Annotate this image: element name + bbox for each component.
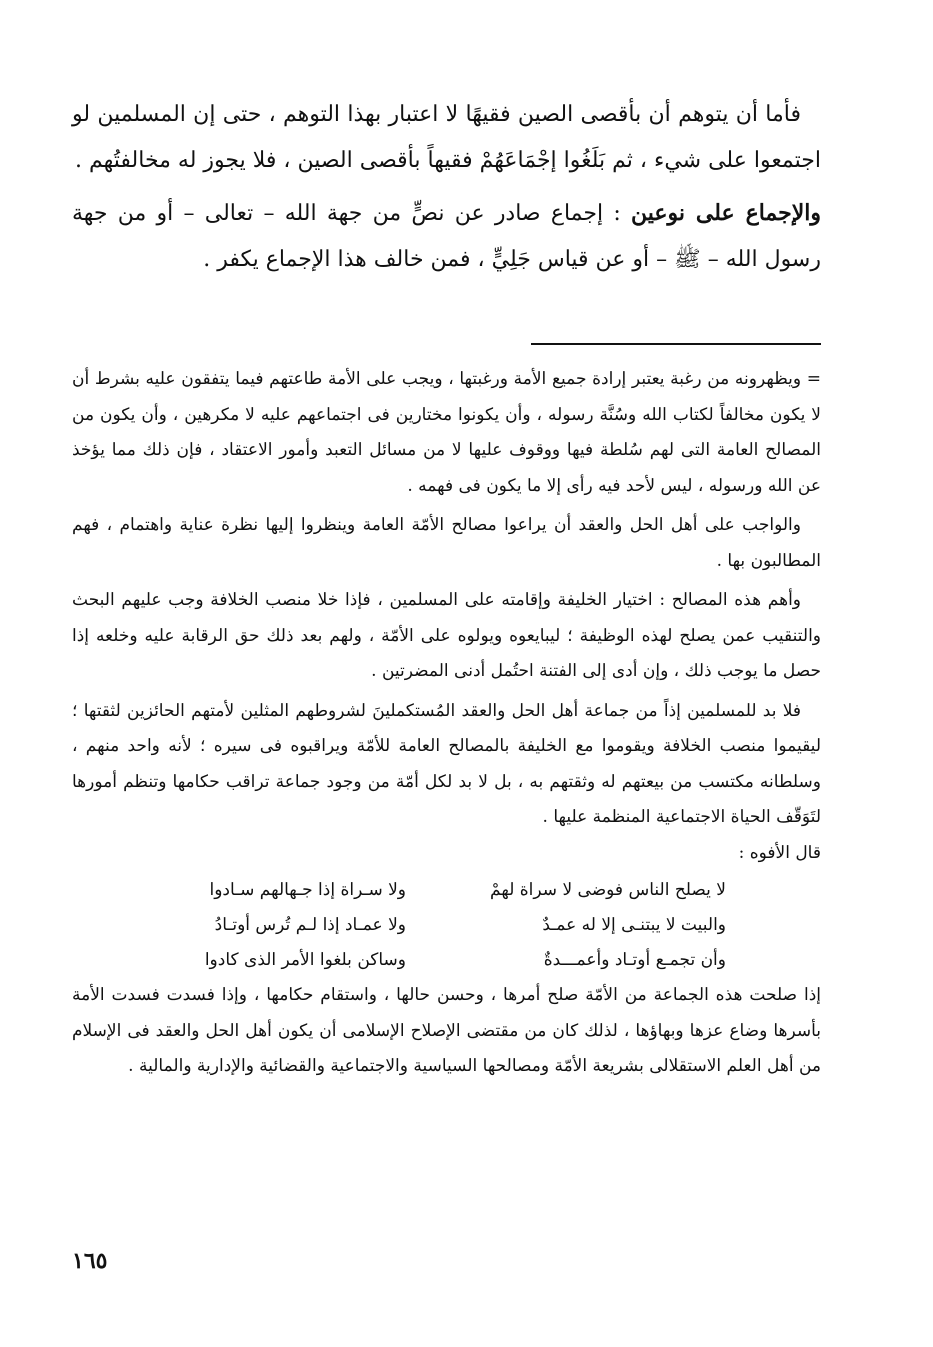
verse-second-hemistich: ولا عمـاد إذا لـم تُرس أوتـادُ [214,915,406,935]
poem-verse [72,908,821,943]
main-paragraph-2-heading: والإجماع على نوعين [631,200,822,226]
footnote-text [72,362,821,1085]
poet-attribution: قال الأفوه : [738,842,821,863]
footnote-paragraph-5: إذا صلحت هذه الجماعة من الأمّة صلح أمرها ، وحسن حالها ، واستقام حكامها ، وإذا فسدت فسدت الأمة بأسرها وضاع عزها وبهاؤها ، لذلك كان من مقتضى الإصلاح الإسلامى أن يكون أهل الحل والعقد فى الإسلام من أهل العلم الاستقلالى بشريعة الأمّة ومصالحها السياسية والاجتماعية والقضائية والإدارية والمالية . [72,985,821,1076]
footnote-paragraph-3: وأهم هذه المصالح : اختيار الخليفة وإقامته على المسلمين ، فإذا خلا منصب الخلافة وجب عليهم البحث والتنقيب عمن يصلح لهذه الوظيفة ؛ ليبايعوه ويولوه على الأمّة ، ولهم بعد ذلك حق الرقابة عليه وخلعه إذا حصل ما يوجب ذلك ، وإن أدى إلى الفتنة احتُمل أدنى المضرتين . [72,590,821,681]
main-paragraph-1: فأما أن يتوهم أن بأقصى الصين فقيهًا لا اعتبار بهذا التوهم ، حتى إن المسلمين لو اجتمعوا على شيء ، ثم بَلَغُوا إجْمَاعَهُمْ فقيهاً بأقصى الصين ، فلا يجوز له مخالفتُهم . [72,102,821,173]
footnote-paragraph-1: = ويظهرونه من رغبة يعتبر إرادة جميع الأمة ورغبتها ، ويجب على الأمة طاعتهم فيما يتفقون عليه بشرط أن لا يكون مخالفاً لكتاب الله وسُنَّة رسوله ، وأن يكونوا مختارين فى اجتماعهم عليه لا مكرهين ، وأن يكون من المصالح العامة التى لهم سُلطة فيها ووقوف عليها لا من مسائل التعبد وأمور الاعتقاد ، فإن ذلك مما يؤخذ عن الله ورسوله ، ليس لأحد فيه رأى إلا ما يكون فى فهمه . [72,369,821,496]
page-number: ١٦٥ [72,1248,108,1274]
verse-first-hemistich: وأن تجمـع أوتـاد وأعمـــدةٌ [543,950,726,970]
main-paragraph-2 [72,190,821,283]
verse-first-hemistich: لا يصلح الناس فوضى لا سراة لهمْ [490,880,726,900]
verse-second-hemistich: وساكن بلغوا الأمر الذى كادوا [204,950,406,970]
footnote-paragraph-4: فلا بد للمسلمين إذاً من جماعة أهل الحل والعقد المُستكملينَ لشروطهم المثلين لأمتهم الحائزين لثقتها ؛ ليقيموا منصب الخلافة ويقوموا مع الخليفة بالمصالح العامة للأمّة ويراقبوه فى سيره ؛ لأنه واحد منهم ، وسلطانه مكتسب من بيعتهم له وثقتهم به ، بل لا بد لكل أمّة من وجود جماعة تراقب حكامها وتنظم أمورها لتَوَقّف الحياة الاجتماعية المنظمة عليها . [72,700,821,827]
poem-verse [72,873,821,908]
verse-second-hemistich: ولا سـراة إذا جـهالهم سـادوا [209,880,406,900]
poem [72,873,821,978]
footnote-paragraph-2: والواجب على أهل الحل والعقد أن يراعوا مصالح الأمّة العامة وينظروا إليها نظرة عناية واهتمام ، فهم المطالبون بها . [72,515,821,571]
poem-verse [72,943,821,978]
main-text [72,92,821,283]
verse-first-hemistich: والبيت لا يبتنـى إلا له عمـدٌ [542,915,726,935]
main-paragraph-2-body: : إجماع صادر عن نصٍّ من جهة الله – تعالى – أو من جهة رسول الله – ﷺ – أو عن قياس جَلِيٍّ ، فمن خالف هذا الإجماع يكفر . [72,201,821,272]
footnote-separator [531,343,821,345]
